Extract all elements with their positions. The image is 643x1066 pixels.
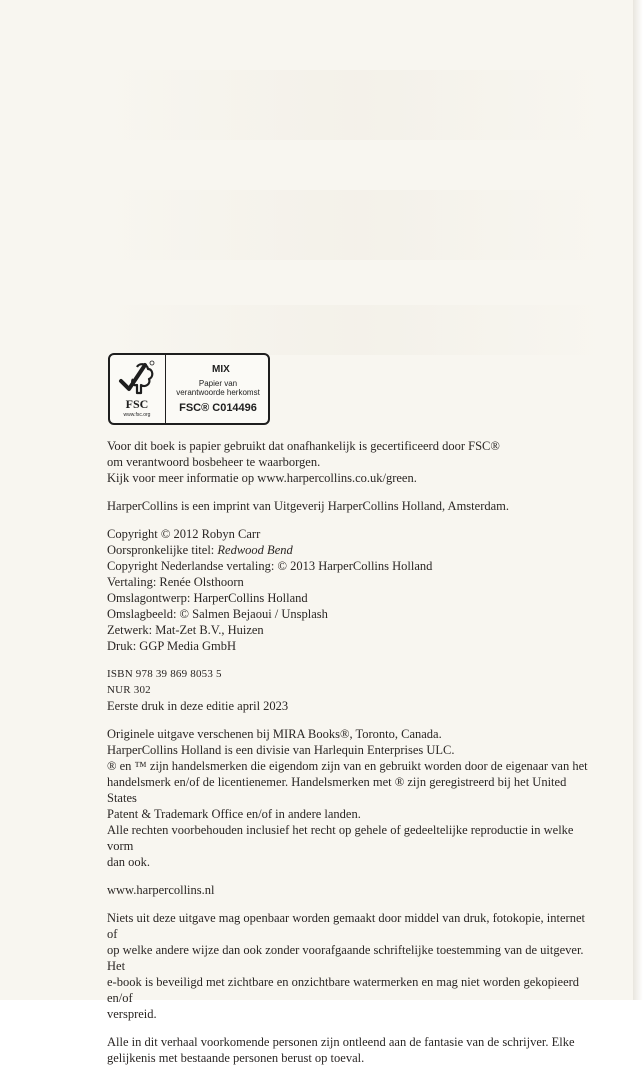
fsc-mix-label: MIX	[212, 364, 230, 375]
fiction-disclaimer	[107, 1034, 597, 1066]
fsc-description-line: Papier van	[198, 379, 238, 388]
text-line: Voor dit boek is papier gebruikt dat onafhankelijk is gecertificeerd door FSC®	[107, 439, 500, 453]
fsc-logo	[110, 355, 162, 423]
page-edge	[633, 0, 643, 1000]
text-line: Alle rechten voorbehouden inclusief het recht op gehele of gedeeltelijke reproductie in welke vorm	[107, 823, 574, 853]
text-line: Patent & Trademark Office en/of in andere landen.	[107, 807, 361, 821]
fsc-statement	[107, 438, 597, 486]
fsc-description-line: verantwoorde herkomst	[176, 388, 260, 397]
typesetting-line: Zetwerk: Mat-Zet B.V., Huizen	[107, 623, 264, 637]
translation-copyright-line: Copyright Nederlandse vertaling: © 2013 HarperCollins Holland	[107, 559, 433, 573]
text-line: ® en ™ zijn handelsmerken die eigendom zijn van en gebruikt worden door de eigenaar van het	[107, 759, 588, 773]
publisher-website: www.harpercollins.nl	[107, 883, 215, 897]
text-line: handelsmerk en/of de licentienemer. Handelsmerken met ® zijn geregistreerd bij het United States	[107, 775, 567, 805]
original-title-line: Oorspronkelijke titel: Redwood Bend	[107, 543, 293, 557]
nur-code: NUR 302	[107, 684, 151, 696]
fsc-website: www.fsc.org	[123, 412, 151, 418]
imprint-statement: HarperCollins is een imprint van Uitgeverij HarperCollins Holland, Amsterdam.	[107, 499, 510, 513]
text-line: verspreid.	[107, 1007, 157, 1021]
translator-line: Vertaling: Renée Olsthoorn	[107, 575, 244, 589]
fsc-description	[170, 379, 266, 397]
text-line: op welke andere wijze dan ook zonder voorafgaande schriftelijke toestemming van de uitgever. Het	[107, 943, 584, 973]
show-through-band	[95, 305, 615, 355]
first-print-line: Eerste druk in deze editie april 2023	[107, 699, 289, 713]
text-line: Alle in dit verhaal voorkomende personen zijn ontleend aan de fantasie van de schrijver. Elke	[107, 1035, 575, 1049]
fsc-divider	[165, 355, 166, 423]
printing-line: Druk: GGP Media GmbH	[107, 639, 237, 653]
colophon-text	[107, 438, 597, 1066]
legal-notice	[107, 726, 597, 870]
text-line: gelijkenis met bestaande personen berust op toeval.	[107, 1051, 365, 1065]
fsc-brand-text: FSC	[125, 397, 149, 411]
copyright-line: Copyright © 2012 Robyn Carr	[107, 527, 261, 541]
credits-block	[107, 526, 597, 654]
show-through-band	[95, 190, 615, 260]
text-line: dan ook.	[107, 855, 151, 869]
text-line: Niets uit deze uitgave mag openbaar worden gemaakt door middel van druk, fotokopie, internet of	[107, 911, 585, 941]
text-line: Originele uitgave verschenen bij MIRA Books®, Toronto, Canada.	[107, 727, 442, 741]
isbn: ISBN 978 39 869 8053 5	[107, 668, 222, 680]
show-through-band	[95, 70, 615, 140]
fsc-certification-label	[108, 353, 270, 425]
fsc-tree-checkmark-icon	[117, 359, 157, 397]
reproduction-notice	[107, 910, 597, 1022]
original-title: Redwood Bend	[217, 543, 293, 557]
text-line: e-book is beveiligd met zichtbare en onzichtbare watermerken en mag niet worden gekopieerd en/of	[107, 975, 580, 1005]
text-line: Kijk voor meer informatie op www.harpercollins.co.uk/green.	[107, 471, 417, 485]
cover-design-line: Omslagontwerp: HarperCollins Holland	[107, 591, 308, 605]
cover-image-line: Omslagbeeld: © Salmen Bejaoui / Unsplash	[107, 607, 328, 621]
text-line: om verantwoord bosbeheer te waarborgen.	[107, 455, 321, 469]
text-line: HarperCollins Holland is een divisie van Harlequin Enterprises ULC.	[107, 743, 455, 757]
fsc-license-code: FSC® C014496	[179, 402, 257, 414]
